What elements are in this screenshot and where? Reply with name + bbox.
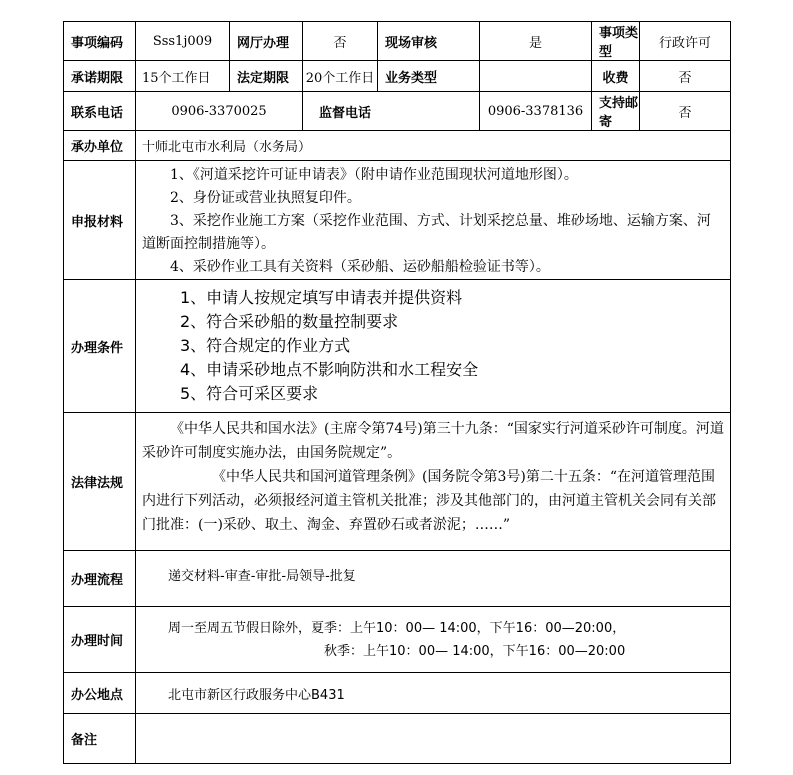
conditions-label: 办理条件 [64, 280, 136, 413]
online-handling-value: 否 [303, 22, 378, 61]
material-item: 2、身份证或营业执照复印件。 [170, 190, 361, 206]
row-unit [64, 131, 731, 161]
office-hours-line: 秋季：上午10：00— 14:00，下午16：00—20:00 [324, 643, 626, 659]
conditions-content [136, 280, 731, 413]
legal-period-value: 20个工作日 [303, 61, 378, 92]
row-law [64, 413, 731, 551]
law-content [136, 413, 731, 551]
remark-label: 备注 [64, 714, 136, 764]
material-item: 1、《河道采挖许可证申请表》（附申请作业范围现状河道地形图）。 [170, 167, 578, 183]
office-hours-label: 办理时间 [64, 607, 136, 673]
condition-item: 5、符合可采区要求 [180, 384, 319, 403]
condition-item: 3、符合规定的作业方式 [180, 336, 351, 355]
row-contact [64, 92, 731, 131]
office-address-label: 办公地点 [64, 673, 136, 714]
handling-unit-label: 承办单位 [64, 131, 136, 161]
onsite-review-label: 现场审核 [378, 22, 480, 61]
process-flow-label: 办理流程 [64, 551, 136, 607]
condition-item: 4、申请采砂地点不影响防洪和水工程安全 [180, 360, 479, 379]
online-handling-label: 网厅办理 [230, 22, 303, 61]
supervise-phone-label: 监督电话 [303, 92, 480, 131]
onsite-review-value: 是 [480, 22, 592, 61]
law-paragraph: 《中华人民共和国水法》(主席令第74号)第三十九条：“国家实行河道采砂许可制度。河道采砂许可制度实施办法，由国务院规定”。 [142, 421, 724, 461]
legal-period-label: 法定期限 [230, 61, 303, 92]
promise-period-value: 15个工作日 [136, 61, 230, 92]
supervise-phone-value: 0906-3378136 [480, 92, 592, 131]
row-basic-1 [64, 22, 731, 61]
office-address-value: 北屯市新区行政服务中心B431 [136, 673, 731, 714]
handling-unit-value: 十师北屯市水利局（水务局） [136, 131, 731, 161]
contact-phone-value: 0906-3370025 [136, 92, 303, 131]
office-hours-line: 周一至周五节假日除外，夏季：上午10：00— 14:00，下午16：00—20:00， [168, 620, 626, 636]
material-item: 3、采挖作业施工方案（采挖作业范围、方式、计划采挖总量、堆砂场地、运输方案、河道断面控制措施等）。 [142, 213, 711, 252]
row-basic-2 [64, 61, 731, 92]
row-conditions [64, 280, 731, 413]
condition-item: 1、申请人按规定填写申请表并提供资料 [180, 288, 463, 307]
remark-value [136, 714, 731, 764]
item-type-label: 事项类型 [592, 22, 640, 61]
business-type-label: 业务类型 [378, 61, 480, 92]
service-info-table [63, 21, 731, 764]
material-item: 4、采砂作业工具有关资料（采砂船、运砂船船检验证书等）。 [170, 259, 550, 275]
promise-period-label: 承诺期限 [64, 61, 136, 92]
business-type-value [480, 61, 592, 92]
mail-support-value: 否 [640, 92, 731, 131]
contact-phone-label: 联系电话 [64, 92, 136, 131]
row-address [64, 673, 731, 714]
office-hours-content [136, 607, 731, 673]
row-flow [64, 551, 731, 607]
law-label: 法律法规 [64, 413, 136, 551]
materials-label: 申报材料 [64, 161, 136, 280]
materials-content [136, 161, 731, 280]
mail-support-label: 支持邮寄 [592, 92, 640, 131]
row-materials [64, 161, 731, 280]
fee-label: 收费 [592, 61, 640, 92]
process-flow-value: 递交材料-审查-审批-局领导-批复 [136, 551, 731, 607]
item-type-value: 行政许可 [640, 22, 731, 61]
law-paragraph: 《中华人民共和国河道管理条例》(国务院令第3号)第二十五条：“在河道管理范围内进行下列活动，必须报经河道主管机关批准；涉及其他部门的，由河道主管机关会同有关部门批准：(一)采砂、取土、淘金、弃置砂石或者淤泥；……” [142, 469, 716, 533]
fee-value: 否 [640, 61, 731, 92]
item-code-label: 事项编码 [64, 22, 136, 61]
condition-item: 2、符合采砂船的数量控制要求 [180, 312, 399, 331]
row-remark [64, 714, 731, 764]
item-code-value: Sss1j009 [136, 22, 230, 61]
row-time [64, 607, 731, 673]
